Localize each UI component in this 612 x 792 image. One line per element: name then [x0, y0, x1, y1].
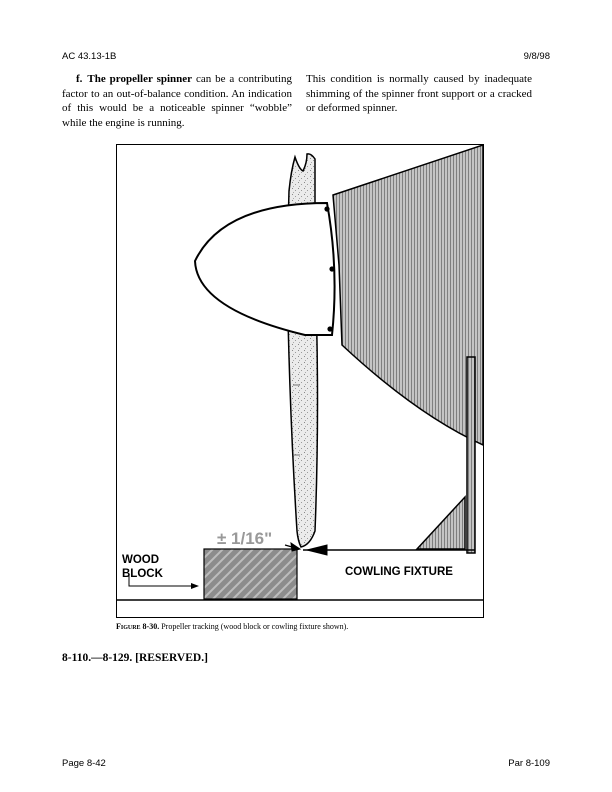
engine-cowling — [333, 145, 483, 445]
wood-block-label-line2: BLOCK — [122, 568, 163, 580]
paragraph-letter: f. — [76, 73, 83, 85]
paragraph-text-right: This condition is normally caused by inadequate shimming of the spinner front support or a cracked or deformed spinner. — [306, 73, 532, 115]
footer-paragraph-ref: Par 8-109 — [508, 758, 550, 769]
header-date: 9/8/98 — [523, 51, 550, 62]
paragraph-column-right — [306, 72, 532, 116]
propeller-diagram — [117, 145, 483, 617]
wood-block-label-line1: WOOD — [122, 554, 160, 566]
figure-caption-text: Propeller tracking (wood block or cowling fixture shown). — [161, 622, 349, 631]
spinner — [195, 203, 335, 335]
paragraph-column-left — [62, 72, 292, 130]
section-heading: 8-110.—8-129. [RESERVED.] — [62, 652, 208, 664]
paragraph-lead: The propeller spinner — [87, 73, 193, 85]
header-doc-id: AC 43.13-1B — [62, 51, 117, 62]
tolerance-label: ± 1/16" — [217, 529, 273, 548]
figure-propeller-tracking — [116, 144, 484, 618]
wood-block — [204, 549, 297, 599]
figure-caption — [116, 622, 348, 631]
paragraph-text-left: can be a contributing factor to an out-of-balance condition. An indication of this would be a noticeable spinner “wobble” while the engine is running. — [62, 73, 292, 129]
figure-caption-label: Figure 8-30. — [116, 622, 160, 631]
cowling-fixture-label: COWLING FIXTURE — [345, 566, 453, 578]
footer-page-number: Page 8-42 — [62, 758, 106, 769]
